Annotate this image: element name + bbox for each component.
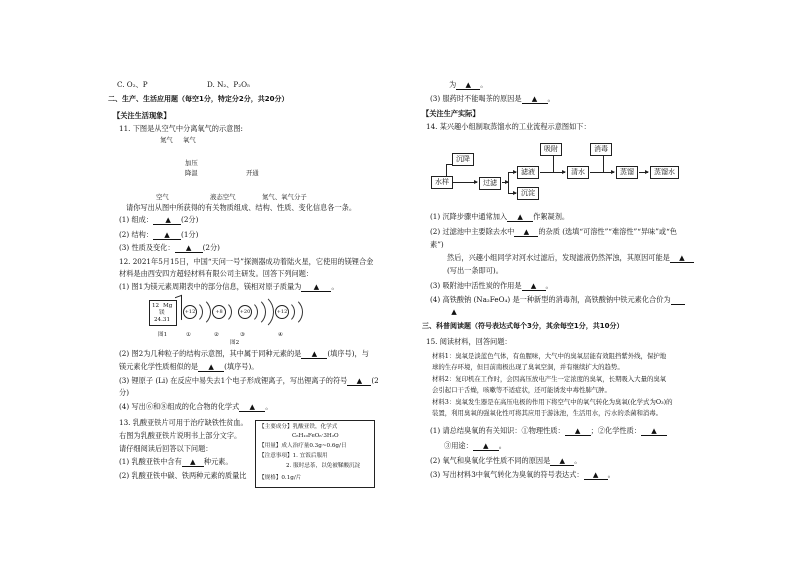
q14-part4: (4) 高铁酸钠 (Na₂FeO₄) 是一种新型的消毒剂，高铁酸钠中铁元素化合价为 <box>430 295 685 305</box>
flow-arrow <box>590 172 614 173</box>
atom-number-1: ① <box>186 332 192 338</box>
q14-part2-line3: 然后，兴趣小组同学对河水过滤后，发现滤液仍然浑浊，其原因可能是 ▲ <box>447 253 694 263</box>
q14-part2-line1: (2) 过滤池中主要除去水中 ▲ 的杂质 (选填“可溶性”“难溶性”“异味”或“色 <box>430 227 677 236</box>
flow-arrow <box>540 172 565 173</box>
tag-life: 【关注生活现象】 <box>113 111 171 120</box>
q12-part3-line1: (3) 锂原子 (Li) 在反应中易失去1个电子形成锂离子，写出锂离子的符号 ▲ (2 <box>119 376 379 385</box>
blank[interactable]: ▲ <box>175 243 203 253</box>
blank[interactable]: ▲ <box>239 402 265 412</box>
q11-label-n2: 氮气 <box>160 136 173 144</box>
section-3-title: 三、科普阅读题（符号表达式每个3分，其余每空1分，共10分） <box>422 322 624 330</box>
shell-arc <box>273 297 303 327</box>
flow-filter: 过滤 <box>479 177 501 190</box>
flow-arrow <box>639 172 648 173</box>
q12-part3-line2: 分) <box>119 388 129 397</box>
atom-nucleus-2: +8 <box>212 305 226 319</box>
flow-disinfect: 消毒 <box>590 143 612 156</box>
blank[interactable]: ▲ <box>473 441 499 451</box>
blank[interactable]: ▲ <box>153 215 181 225</box>
q10-option-c: C. O₂、P <box>117 80 148 89</box>
flow-distill: 蒸馏 <box>616 166 638 179</box>
q11-label-open: 开通 <box>246 169 259 177</box>
atom-nucleus-3: +20 <box>238 305 252 319</box>
mg-name: 镁 <box>159 310 165 316</box>
blank[interactable]: ▲ <box>670 253 694 263</box>
blank[interactable]: ▲ <box>565 426 591 436</box>
blank[interactable]: ▲ <box>182 457 204 467</box>
q12-line2: 材料是由西安四方超轻材料有限公司主研发。回答下列问题： <box>119 269 314 278</box>
q11-label-molecules: 氮气、氧气分子 <box>262 193 307 201</box>
q14-part2-line2: 素”) <box>430 240 444 249</box>
atom-number-2: ② <box>214 332 220 338</box>
q12-part2-line2: 镁元素化学性质相似的是 ▲ (填序号)。 <box>119 362 259 371</box>
blank[interactable]: ▲ <box>456 80 480 90</box>
material-2-line1: 材料2：复印机在工作时，会因高压放电产生一定浓度的臭氧，长期吸入大量的臭氧 <box>432 375 667 383</box>
material-2-line2: 会引起口干舌燥，咳嗽等不适症状，还可能诱发中毒性肺气肿。 <box>432 386 611 394</box>
q15-stem: 15. 阅读材料，回答问题： <box>426 337 512 346</box>
atom-number-4: ④ <box>278 332 284 338</box>
shell-arc <box>181 297 211 327</box>
q11-label-air: 空气 <box>156 193 169 201</box>
q13-line1: 13. 乳酸亚铁片可用于治疗缺铁性贫血。 <box>119 418 248 427</box>
flow-link <box>446 164 452 165</box>
q11-part2: (2) 结构： ▲ (1分) <box>119 230 199 239</box>
q15-part2: (2) 氧气和臭氧化学性质不同的原因是 ▲ 。 <box>430 456 582 465</box>
q14-part2-line4: (写出一条即可)。 <box>447 266 503 275</box>
material-1-line1: 材料1：臭氧是淡蓝色气体，有鱼腥味，大气中的臭氧层能有效阻挡紫外线，保护地 <box>432 352 667 360</box>
q11-label-cool: 降温 <box>185 169 198 177</box>
flow-link <box>603 155 604 172</box>
flow-link <box>446 164 447 176</box>
flow-arrow <box>508 193 516 194</box>
blank-marker: ▲ <box>451 307 457 316</box>
blank[interactable]: ▲ <box>641 426 667 436</box>
blank[interactable]: ▲ <box>522 94 548 104</box>
label-line4: 【注意事项】1. 宜饭后服用 <box>259 453 328 459</box>
material-1-line2: 球的生存环境，但目前南极出现了臭氧空洞，并有继续扩大的趋势。 <box>432 363 624 371</box>
medication-label-box <box>255 420 375 488</box>
mg-mass: 24.31 <box>154 317 171 323</box>
mg-symbol: Mg <box>163 303 173 309</box>
blank[interactable]: ▲ <box>514 227 538 237</box>
flow-distilled-water: 蒸馏水 <box>650 166 679 179</box>
flow-settle: 沉降 <box>452 153 474 166</box>
tag-production: 【关注生产实际】 <box>422 109 480 118</box>
q15-part3: (3) 写出材料3中氧气转化为臭氧的符号表达式： ▲ 。 <box>430 470 615 479</box>
q11-stem: 11. 下图是从空气中分离氧气的示意图: <box>119 124 243 133</box>
flow-arrow <box>502 182 508 183</box>
q11-ask: 请你写出从图中所获得的有关物质组成、结构、性质、变化信息各一条。 <box>126 203 357 212</box>
blank[interactable]: ▲ <box>507 212 533 222</box>
q11-part1: (1) 组成： ▲ (2分) <box>119 215 199 224</box>
q11-label-o2: 氧气 <box>183 136 196 144</box>
fig2-caption: 图2 <box>230 340 240 346</box>
label-line6: 【规格】0.1g/片 <box>259 475 302 481</box>
q10-option-d: D. N₂、P₂O₅ <box>207 80 250 89</box>
q13-part3: (3) 服药时不能喝茶的原因是 ▲ 。 <box>430 94 555 103</box>
q12-part1: (1) 图1为镁元素周期表中的部分信息，镁相对原子质量为 ▲ 。 <box>119 282 339 291</box>
atom-nucleus-4: +12 <box>275 305 289 319</box>
flow-water-sample: 水样 <box>431 176 453 189</box>
q15-part1: (1) 请总结臭氧的有关知识：①物理性质： ▲ ；②化学性质： ▲ <box>430 426 667 436</box>
label-line5: 2. 服时忌茶，以免被鞣酸沉淀 <box>286 463 361 469</box>
flow-arrow <box>508 172 516 173</box>
q11-label-pressurize: 加压 <box>185 159 198 167</box>
mg-atomic-number: 12 <box>152 303 160 309</box>
label-line2: C₆H₁₀FeO₆·3H₂O <box>292 433 339 439</box>
material-3-line2: 装置，利用臭氧的强氧化性可将其应用于游泳池，生活用水，污水的杀菌和消毒。 <box>432 409 663 417</box>
flow-arrow <box>453 182 477 183</box>
shell-arc <box>236 293 274 331</box>
flow-filtrate: 滤液 <box>517 166 539 179</box>
flow-adsorb: 吸附 <box>540 143 562 156</box>
shell-arc <box>210 301 232 323</box>
q11-label-liquid-air: 液态空气 <box>210 193 236 201</box>
q12-part4: (4) 写出⑥和⑧组成的化合物的化学式 ▲ 。 <box>119 402 273 411</box>
q13-part2: (2) 乳酸亚铁中碳、铁两种元素的质量比 <box>119 471 247 480</box>
blank[interactable]: ▲ <box>198 362 224 372</box>
blank[interactable]: ▲ <box>347 376 371 386</box>
flow-clear-water: 清水 <box>567 166 589 179</box>
q14-part3: (3) 吸附池中活性炭的作用是 ▲ 。 <box>430 281 553 290</box>
atom-number-3: ③ <box>240 332 246 338</box>
q14-part4-blank <box>447 307 461 316</box>
q13-line2: 右图为乳酸亚铁片说明书上部分文字。 <box>119 431 242 440</box>
mg-element-box <box>149 300 177 326</box>
label-line1: 【主要成分】乳酸亚铁，化学式 <box>259 424 338 430</box>
q13-cont: 为 ▲ 。 <box>449 80 488 89</box>
fig1-caption: 图1 <box>158 332 168 338</box>
q15-part1-use: ③用途： ▲ 。 <box>444 441 506 450</box>
atom-nucleus-1: +12 <box>183 305 197 319</box>
blank[interactable] <box>671 295 685 305</box>
label-line3: 【用量】成人治疗量0.3g~0.6g/日 <box>259 443 347 449</box>
q13-line3: 请仔细阅读后回答以下问题： <box>119 444 213 453</box>
blank[interactable]: ▲ <box>153 230 181 240</box>
section-2-title: 二、生产、生活应用题（每空1分，特定分2分，共20分） <box>108 95 289 103</box>
flow-sludge: 沉淀 <box>517 187 539 200</box>
blank[interactable]: ▲ <box>301 282 331 292</box>
material-3-line1: 材料3：臭氧发生器是在高压电极的作用下将空气中的氧气转化为臭氧(化学式为O₃)的 <box>432 398 673 406</box>
q14-stem: 14. 某兴趣小组制取蒸馏水的工业流程示意图如下： <box>426 122 591 131</box>
flow-link <box>553 155 554 172</box>
q14-part1: (1) 沉降步骤中通常加入 ▲ 作絮凝剂。 <box>430 212 570 221</box>
blank[interactable]: ▲ <box>584 470 608 480</box>
q12-part2-line1: (2) 图2为几种粒子的结构示意图，其中属于同种元素的是 ▲ (填序号)，与 <box>119 349 369 358</box>
q12-line1: 12. 2021年5月15日，中国“天问一号”探测器成功着陆火星，它使用的镁锂合金 <box>119 257 374 266</box>
q11-part3: (3) 性质及变化： ▲ (2分) <box>119 243 220 252</box>
blank[interactable]: ▲ <box>301 349 327 359</box>
q13-part1: (1) 乳酸亚铁中含有 ▲ 种元素。 <box>119 457 233 466</box>
blank[interactable]: ▲ <box>522 281 546 291</box>
blank[interactable]: ▲ <box>550 456 574 466</box>
